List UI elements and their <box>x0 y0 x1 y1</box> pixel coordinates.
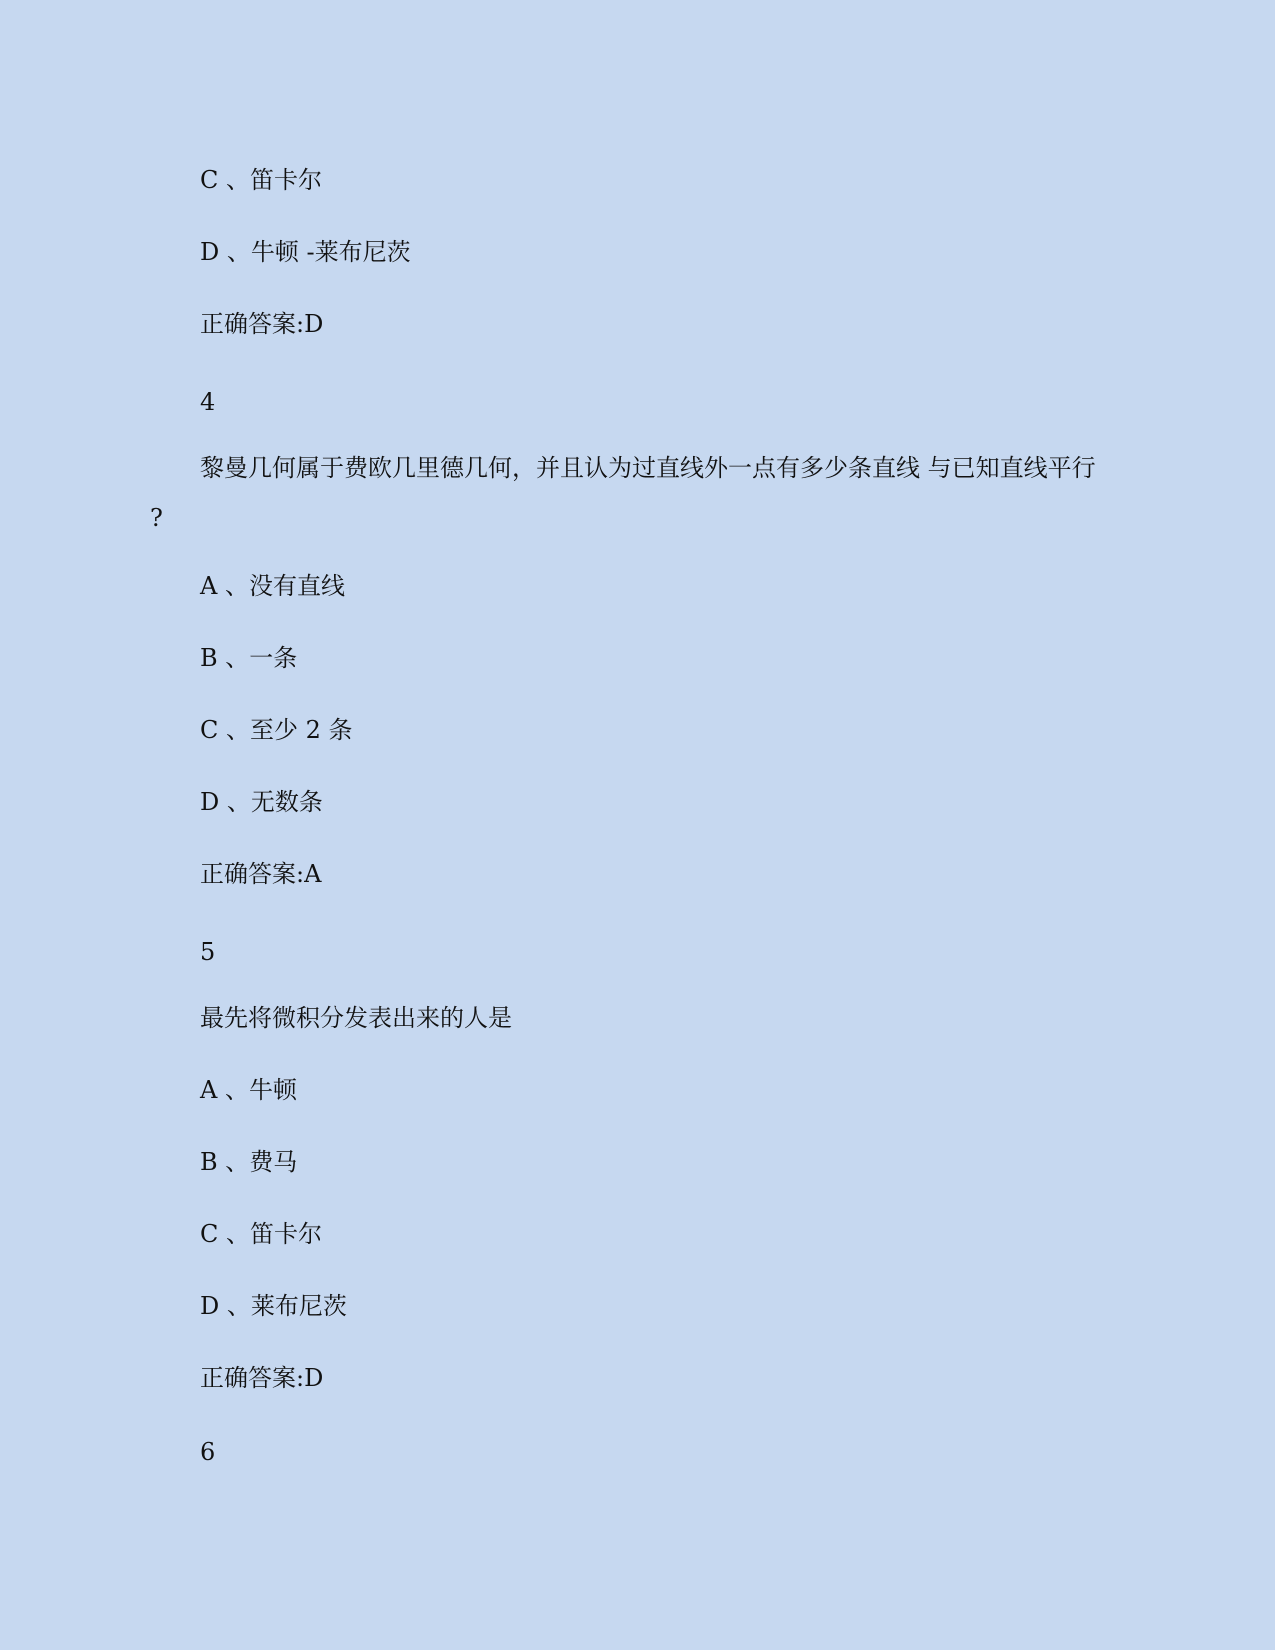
q6-number: 6 <box>200 1438 216 1466</box>
q4-number: 4 <box>200 388 216 416</box>
q4-question-line2: ? <box>150 504 163 532</box>
q3-option-c: C 、笛卡尔 <box>200 166 322 194</box>
q4-answer: 正确答案:A <box>200 860 322 888</box>
q3-answer: 正确答案:D <box>200 310 324 338</box>
q5-option-a: A 、牛顿 <box>200 1076 297 1104</box>
q5-option-b: B 、费马 <box>200 1148 298 1176</box>
q3-option-d: D 、牛顿 -莱布尼茨 <box>200 238 411 266</box>
q5-answer: 正确答案:D <box>200 1364 324 1392</box>
q5-question: 最先将微积分发表出来的人是 <box>200 1004 512 1032</box>
q4-question-line1: 黎曼几何属于费欧几里德几何，并且认为过直线外一点有多少条直线 与已知直线平行 <box>200 454 1096 482</box>
q4-option-d: D 、无数条 <box>200 788 323 816</box>
q5-number: 5 <box>200 938 216 966</box>
q5-option-d: D 、莱布尼茨 <box>200 1292 347 1320</box>
q5-option-c: C 、笛卡尔 <box>200 1220 322 1248</box>
q4-option-c: C 、至少 2 条 <box>200 716 353 744</box>
q4-option-b: B 、一条 <box>200 644 298 672</box>
q4-option-a: A 、没有直线 <box>200 572 345 600</box>
